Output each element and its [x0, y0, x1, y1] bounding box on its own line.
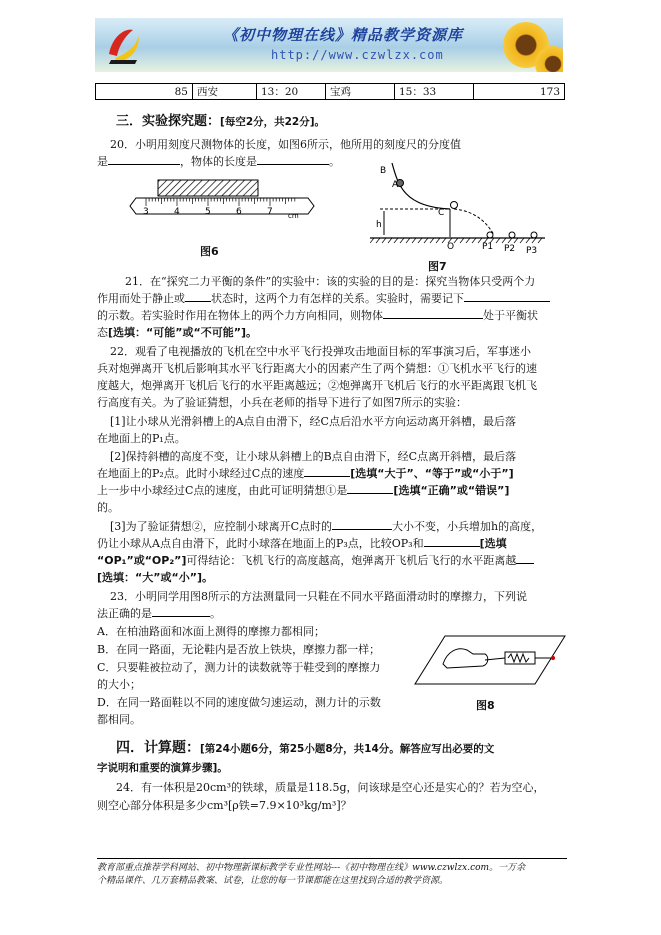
question-24-line1: 24．有一体积是20cm³的铁球，质量是118.5g，问该球是空心还是实心的？若为空心，	[116, 781, 545, 794]
footer-line: 教育部重点推荐学科网站、初中物理新课标教学专业性网站---《初中物理在线》www.czwlzx.com。一万余	[97, 863, 526, 873]
question-22-p4: 行高度有关。为了验证猜想，小兵在老师的指导下进行了如图7所示的实验：	[97, 396, 467, 409]
ruler-tick-label: 6	[236, 207, 242, 217]
question-22-step1b: 在地面上的P₁点。	[97, 432, 186, 445]
ground-hatch-mark	[406, 238, 410, 243]
ground-hatch-mark	[454, 238, 458, 243]
ground-hatch-mark	[514, 238, 518, 243]
question-22-step1a: [1]让小球从光滑斜槽上的A点自由滑下，经C点后沿水平方向运动离开斜槽，最后落	[110, 415, 516, 428]
ground-hatch-mark	[442, 238, 446, 243]
banner-url[interactable]: http://www.czwlzx.com	[271, 48, 444, 62]
ground-hatch-mark	[430, 238, 434, 243]
section-title: 三．实验探究题：	[116, 114, 221, 129]
ground-hatch-mark	[526, 238, 530, 243]
question-23-stem2: 法正确的是 。	[97, 607, 221, 620]
point-p3-label: P3	[526, 246, 538, 256]
option-a[interactable]: A．在柏油路面和冰面上测得的摩擦力都相同；	[97, 625, 325, 638]
ground-hatch-mark	[508, 238, 512, 243]
ball-landing	[509, 232, 515, 238]
ruler-tick-label: 5	[205, 207, 211, 217]
ground-hatch-mark	[400, 238, 404, 243]
option-c[interactable]: C．只要鞋被拉动了，测力计的读数就等于鞋受到的摩擦力	[97, 661, 381, 674]
section-note: [第24小题6分，第25小题8分，共14分。解答应写出必要的文	[200, 743, 495, 755]
question-22-step2a: [2]保持斜槽的高度不变，让小球从斜槽上的B点自由滑下，经C点离开斜槽，最后落	[110, 450, 517, 463]
trajectory-dashed	[454, 209, 494, 235]
option-c-cont: 的大小；	[97, 678, 141, 691]
answer-blank[interactable]	[383, 307, 483, 319]
figure-7-caption: 图7	[428, 260, 447, 273]
measured-object	[158, 180, 258, 196]
question-22-p3: 度越大，炮弹离开飞机后飞行的水平距离越远；②炮弹离开飞机后飞行的水平距离跟飞机飞	[97, 379, 537, 392]
answer-blank[interactable]	[108, 153, 180, 165]
ground-hatch-mark	[472, 238, 476, 243]
footer	[97, 862, 567, 888]
question-22-step3a: [3]为了验证猜想②，应控制小球离开C点时的 大小不变，小兵增加h的高度，	[110, 520, 543, 533]
question-21-line3: 的示数。若实验时作用在物体上的两个力方向相同，则物体 处于平衡状	[97, 309, 538, 322]
height-h-label: h	[376, 220, 382, 230]
ground-hatch	[370, 238, 542, 243]
point-o-label: O	[447, 242, 455, 252]
question-22-step3b: 仍让小球从A点自由滑下，此时小球落在地面上的P₃点，比较OP₃和 [选填	[97, 537, 507, 550]
question-21-line2: 作用而处于静止或 状态时，这两个力有怎样的关系。实验时，需要记下	[97, 290, 567, 308]
ground-hatch-mark	[370, 238, 374, 243]
ground-hatch-mark	[394, 238, 398, 243]
table-cell: 85	[96, 84, 193, 100]
question-22-step3d: [选填：“大”或“小”]。	[97, 571, 213, 584]
footer-line: 个精品课件、几万套精品教案、试卷，让您的每一节课都能在这里找到合适的教学资源。	[97, 876, 449, 886]
figure-6-caption: 图6	[200, 245, 219, 258]
ground-hatch-mark	[532, 238, 536, 243]
answer-blank[interactable]	[424, 535, 480, 547]
point-a-label: A	[392, 180, 399, 190]
question-21-line1: 21．在“探究二力平衡的条件”的实验中：该的实验的目的是：探究当物体只受两个力	[125, 275, 536, 288]
answer-blank[interactable]	[347, 482, 393, 494]
ruler-body	[130, 198, 314, 214]
question-22-step2b: 在地面上的P₂点。此时小球经过C点的速度 [选填“大于”、“等于”或“小于”]	[97, 467, 514, 480]
question-22-step2c: 上一步中小球经过C点的速度，由此可证明猜想①是 [选填“正确”或“错误”]	[97, 484, 510, 497]
question-24-line2: 则空心部分体积是多少cm³[ρ铁=7.9×10³kg/m³]？	[97, 799, 352, 812]
point-p1-label: P1	[482, 242, 494, 252]
ground-hatch-mark	[376, 238, 380, 243]
question-23-stem1: 23．小明同学用图8所示的方法测量同一只鞋在不同水平路面滑动时的摩擦力，下列说	[110, 590, 527, 603]
section-note-cont: 字说明和重要的演算步骤]。	[97, 762, 228, 774]
question-20-line2: 是 ，物体的长度是 。	[97, 155, 340, 168]
ball-at-c	[451, 202, 458, 209]
ruler-tick-label: 3	[143, 207, 149, 217]
table-cell: 173	[474, 84, 565, 100]
answer-blank[interactable]	[464, 290, 550, 302]
site-logo	[103, 24, 143, 66]
shoe	[443, 649, 488, 668]
figure-8-diagram	[413, 628, 566, 690]
ground-hatch-mark	[388, 238, 392, 243]
ruler-unit-label: cm	[288, 212, 299, 220]
ground-hatch-mark	[418, 238, 422, 243]
hand-grip	[551, 656, 555, 660]
ground-hatch-mark	[412, 238, 416, 243]
train-schedule-row	[95, 83, 565, 100]
ball-landing	[487, 232, 493, 238]
option-d-cont: 都相同。	[97, 713, 141, 726]
ground-hatch-mark	[436, 238, 440, 243]
point-p2-label: P2	[504, 244, 516, 254]
section-heading	[116, 737, 494, 757]
ground-hatch-mark	[538, 238, 542, 243]
ground-hatch-mark	[502, 238, 506, 243]
section-title: 四．计算题：	[116, 740, 200, 756]
section-heading	[116, 110, 325, 129]
question-22-p1: 22．观看了电视播放的飞机在空中水平飞行投弹攻击地面目标的军事演习后，军事迷小	[110, 345, 531, 358]
ground-hatch-mark	[496, 238, 500, 243]
ball-landing	[531, 232, 537, 238]
answer-blank[interactable]	[152, 605, 210, 617]
banner-title: 《初中物理在线》精品教学资源库	[223, 26, 464, 44]
option-d[interactable]: D．在同一路面鞋以不同的速度做匀速运动，测力计的示数	[97, 696, 381, 709]
question-21-line4: 态[选填：“可能”或“不可能”]。	[97, 326, 257, 339]
ground-hatch-mark	[424, 238, 428, 243]
point-b-label: B	[380, 166, 387, 176]
section-note: [每空2分，共22分]。	[220, 116, 326, 128]
ruler-tick-label: 7	[267, 207, 273, 217]
answer-blank[interactable]	[332, 518, 392, 530]
answer-blank[interactable]	[257, 153, 329, 165]
answer-blank[interactable]	[304, 465, 350, 477]
table-cell: 13：20	[257, 84, 326, 100]
answer-blank[interactable]	[185, 290, 211, 302]
ground-hatch-mark	[466, 238, 470, 243]
question-22-p2: 兵对炮弹离开飞机后影响其水平飞行距离大小的因素产生了两个猜想：①飞机水平飞行的速	[97, 362, 537, 375]
ground-hatch-mark	[520, 238, 524, 243]
point-c-label: C	[438, 208, 445, 218]
figure-6-ruler	[128, 176, 318, 222]
ruler-tick-label: 4	[174, 207, 180, 217]
header-banner	[95, 18, 563, 72]
ground-hatch-mark	[382, 238, 386, 243]
option-b[interactable]: B．在同一路面，无论鞋内是否放上铁块，摩擦力都一样；	[97, 643, 381, 656]
answer-blank[interactable]	[516, 552, 534, 564]
footer-divider	[97, 858, 567, 859]
ground-hatch-mark	[460, 238, 464, 243]
question-22-step2d: 的。	[97, 501, 119, 514]
question-22-step3c: “OP₁”或“OP₂”]可得结论：飞机飞行的高度越高，炮弹离开飞机后飞行的水平距离越	[97, 552, 567, 570]
figure-8-caption: 图8	[476, 699, 495, 712]
question-20-line1: 20．小明用刻度尺测物体的长度，如图6所示，他所用的刻度尺的分度值	[110, 138, 461, 151]
table-cell: 15：33	[395, 84, 474, 100]
table-cell: 宝鸡	[326, 84, 395, 100]
table-cell: 西安	[193, 84, 257, 100]
figure-7-diagram	[370, 155, 545, 261]
